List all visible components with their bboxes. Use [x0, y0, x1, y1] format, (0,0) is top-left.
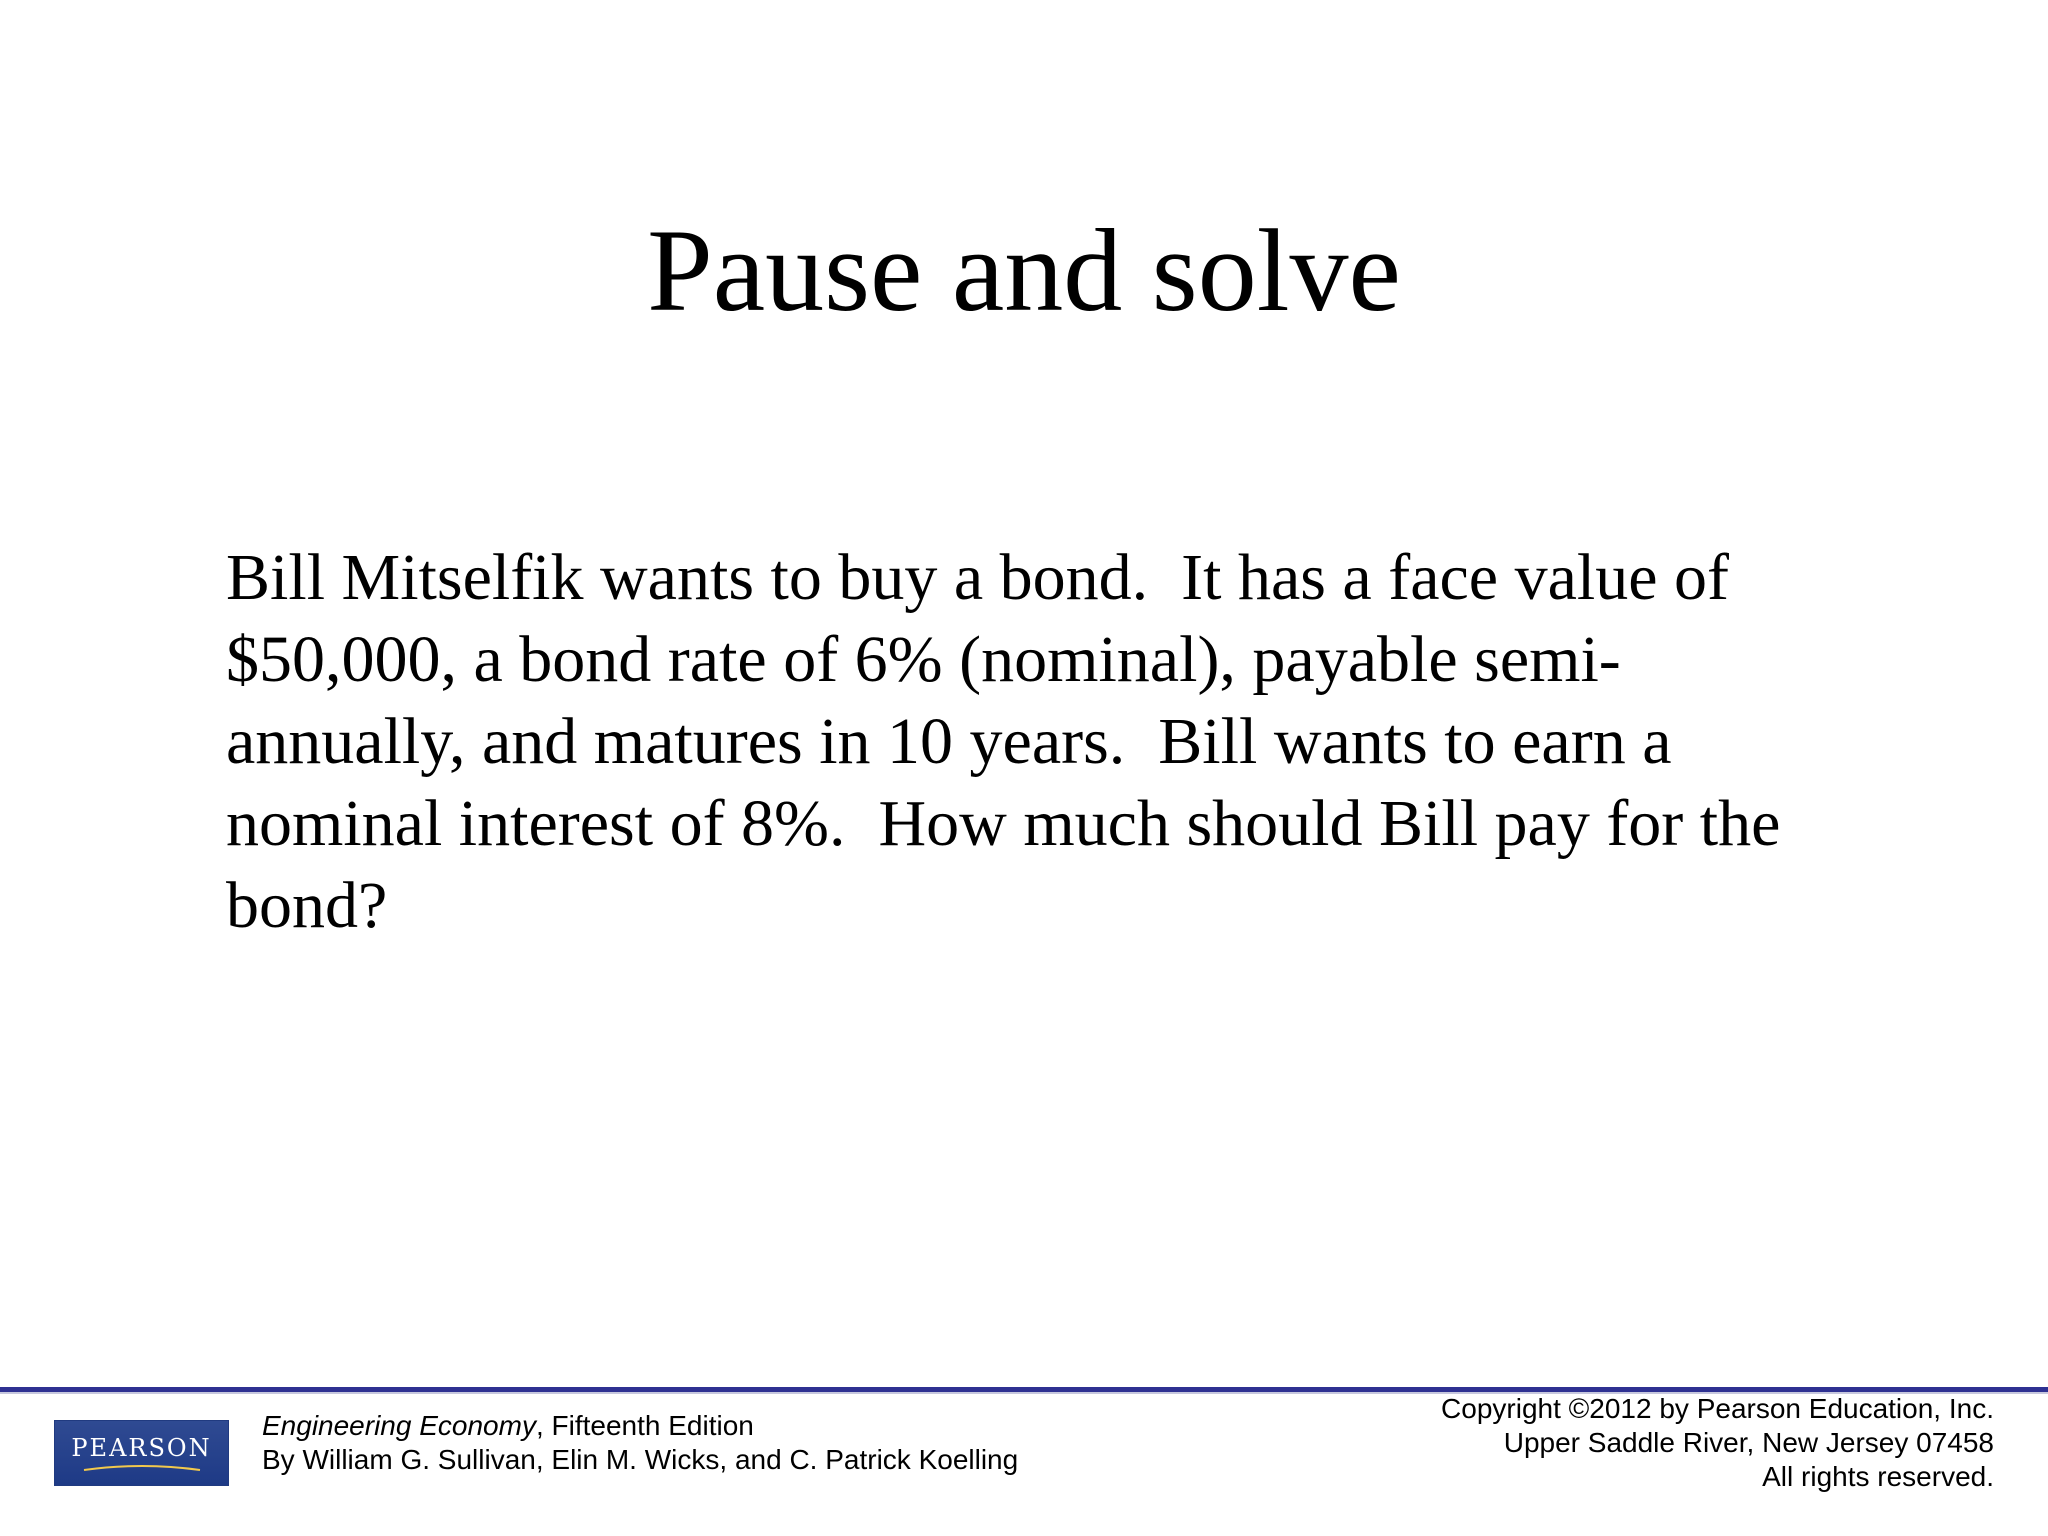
slide-title: Pause and solve — [647, 205, 1401, 336]
book-title-line — [262, 1409, 1018, 1443]
problem-text — [226, 537, 1926, 947]
problem-line: nominal interest of 8%. How much should Bill pay for the — [226, 787, 1781, 860]
book-title: Engineering Economy — [262, 1410, 536, 1441]
book-authors: By William G. Sullivan, Elin M. Wicks, and C. Patrick Koelling — [262, 1444, 1019, 1475]
problem-line: $50,000, a bond rate of 6% (nominal), payable semi- — [226, 623, 1621, 696]
logo-swoosh-icon — [82, 1464, 202, 1472]
logo-wordmark: PEARSON — [71, 1434, 212, 1462]
pearson-logo — [54, 1420, 229, 1486]
problem-line: bond? — [226, 869, 388, 942]
book-edition: , Fifteenth Edition — [535, 1410, 754, 1441]
copyright-line: All rights reserved. — [1762, 1461, 1994, 1492]
problem-line: annually, and matures in 10 years. Bill wants to earn a — [226, 705, 1672, 778]
copyright-line: Copyright ©2012 by Pearson Education, Inc. — [1441, 1393, 1994, 1424]
book-citation — [262, 1409, 1018, 1477]
copyright-notice — [1441, 1392, 1994, 1494]
problem-line: Bill Mitselfik wants to buy a bond. It has a face value of — [226, 541, 1729, 614]
copyright-line: Upper Saddle River, New Jersey 07458 — [1503, 1427, 1994, 1458]
